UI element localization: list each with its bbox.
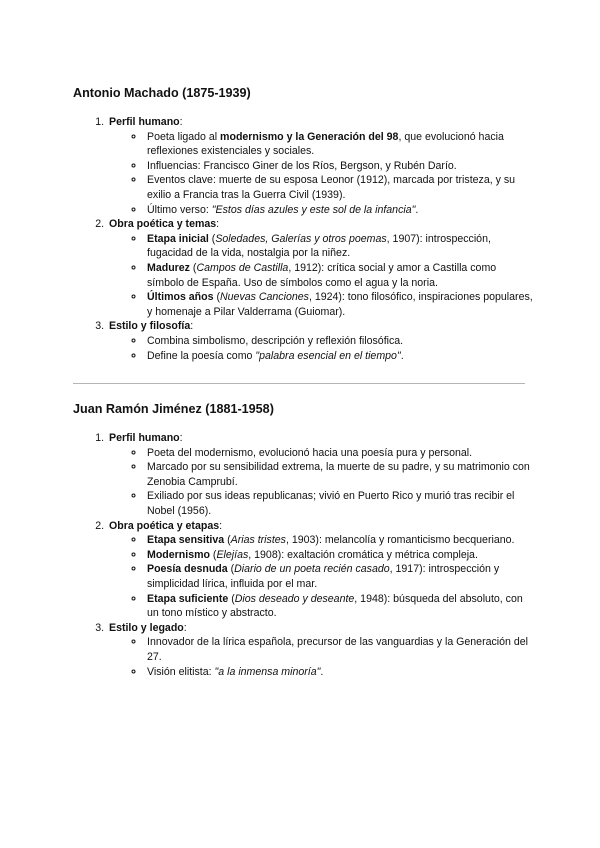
list-item: ◦ Etapa sensitiva (Arias tristes, 1903): melancolía y romanticismo becqueriano. (145, 533, 533, 548)
bullet-list (109, 334, 533, 363)
bullet-list (109, 533, 533, 621)
list-item: ◦ Visión elitista: "a la inmensa minoría". (145, 665, 533, 680)
list-item: ◦ Poesía desnuda (Diario de un poeta recién casado, 1917): introspección y simplicidad lírica, influida por el mar. (145, 562, 533, 591)
list-item: 2. Obra poética y etapas: ◦ Etapa sensitiva (Arias tristes, 1903): melancolía y romanticismo becqueriano. ◦ Modernismo (Elejías, 1908): exaltación cromática y métrica compleja. ◦ Poesía desnuda (Diario de un poeta recién casado, 1917): introspección y simplicidad lírica, influida por el mar. ◦ Etapa suficiente (Dios deseado y deseante, 1948): búsqueda del absoluto, con un tono místico y abstracto. (107, 519, 533, 621)
list-item: ◦ Último verso: "Estos días azules y este sol de la infancia". (145, 203, 533, 218)
list-item: ◦ Marcado por su sensibilidad extrema, la muerte de su padre, y su matrimonio con Zenobia Camprubí. (145, 460, 533, 489)
list-item: 3. Estilo y legado: ◦ Innovador de la lírica española, precursor de las vanguardias y la Generación del 27. ◦ Visión elitista: "a la inmensa minoría". (107, 621, 533, 679)
list-item: ◦ Poeta del modernismo, evolucionó hacia una poesía pura y personal. (145, 446, 533, 461)
list-item: ◦ Innovador de la lírica española, precursor de las vanguardias y la Generación del 27. (145, 635, 533, 664)
list-item: ◦ Combina simbolismo, descripción y reflexión filosófica. (145, 334, 533, 349)
list-item: ◦ Define la poesía como "palabra esencial en el tiempo". (145, 349, 533, 364)
list-item: ◦ Poeta ligado al modernismo y la Generación del 98, que evolucionó hacia reflexiones existenciales y sociales. (145, 130, 533, 159)
bullet-list (109, 446, 533, 519)
list-item: ◦ Madurez (Campos de Castilla, 1912): crítica social y amor a Castilla como símbolo de España. Uso de símbolos como el agua y la noria. (145, 261, 533, 290)
bullet-list (109, 232, 533, 320)
list-item: 3. Estilo y filosofía: ◦ Combina simbolismo, descripción y reflexión filosófica. ◦ Define la poesía como "palabra esencial en el tiempo". (107, 319, 533, 363)
section-jimenez (73, 401, 533, 679)
list-item: 1. Perfil humano: ◦ Poeta ligado al modernismo y la Generación del 98, que evolucionó hacia reflexiones existenciales y sociales. ◦ Influencias: Francisco Giner de los Ríos, Bergson, y Rubén Darío. ◦ Eventos clave: muerte de su esposa Leonor (1912), marcada por tristeza, y su exilio a Francia tras la Guerra Civil (1939). ◦ Último verso: "Estos días azules y este sol de la infancia". (107, 115, 533, 217)
list-item: ◦ Exiliado por sus ideas republicanas; vivió en Puerto Rico y murió tras recibir el Nobel (1956). (145, 489, 533, 518)
bullet-list (109, 635, 533, 679)
list-item: ◦ Etapa suficiente (Dios deseado y deseante, 1948): búsqueda del absoluto, con un tono místico y abstracto. (145, 592, 533, 621)
section-title: Antonio Machado (1875-1939) (73, 86, 251, 100)
list-item: 1. Perfil humano: ◦ Poeta del modernismo, evolucionó hacia una poesía pura y personal. ◦ Marcado por su sensibilidad extrema, la muerte de su padre, y su matrimonio con Zenobia Camprubí. ◦ Exiliado por sus ideas republicanas; vivió en Puerto Rico y murió tras recibir el Nobel (1956). (107, 431, 533, 519)
list-item: ◦ Modernismo (Elejías, 1908): exaltación cromática y métrica compleja. (145, 548, 533, 563)
bullet-list (109, 130, 533, 218)
numbered-list (73, 431, 533, 679)
section-machado (73, 85, 533, 363)
section-title: Juan Ramón Jiménez (1881-1958) (73, 402, 274, 416)
horizontal-divider (73, 383, 525, 384)
list-item: 2. Obra poética y temas: ◦ Etapa inicial (Soledades, Galerías y otros poemas, 1907): introspección, fugacidad de la vida, nostalgia por la niñez. ◦ Madurez (Campos de Castilla, 1912): crítica social y amor a Castilla como símbolo de España. Uso de símbolos como el agua y la noria. ◦ Últimos años (Nuevas Canciones, 1924): tono filosófico, inspiraciones populares, y homenaje a Pilar Valderrama (Guiomar). (107, 217, 533, 319)
list-item: ◦ Influencias: Francisco Giner de los Ríos, Bergson, y Rubén Darío. (145, 159, 533, 174)
numbered-list (73, 115, 533, 363)
list-item: ◦ Últimos años (Nuevas Canciones, 1924): tono filosófico, inspiraciones populares, y homenaje a Pilar Valderrama (Guiomar). (145, 290, 533, 319)
list-item: ◦ Etapa inicial (Soledades, Galerías y otros poemas, 1907): introspección, fugacidad de la vida, nostalgia por la niñez. (145, 232, 533, 261)
list-item: ◦ Eventos clave: muerte de su esposa Leonor (1912), marcada por tristeza, y su exilio a Francia tras la Guerra Civil (1939). (145, 173, 533, 202)
